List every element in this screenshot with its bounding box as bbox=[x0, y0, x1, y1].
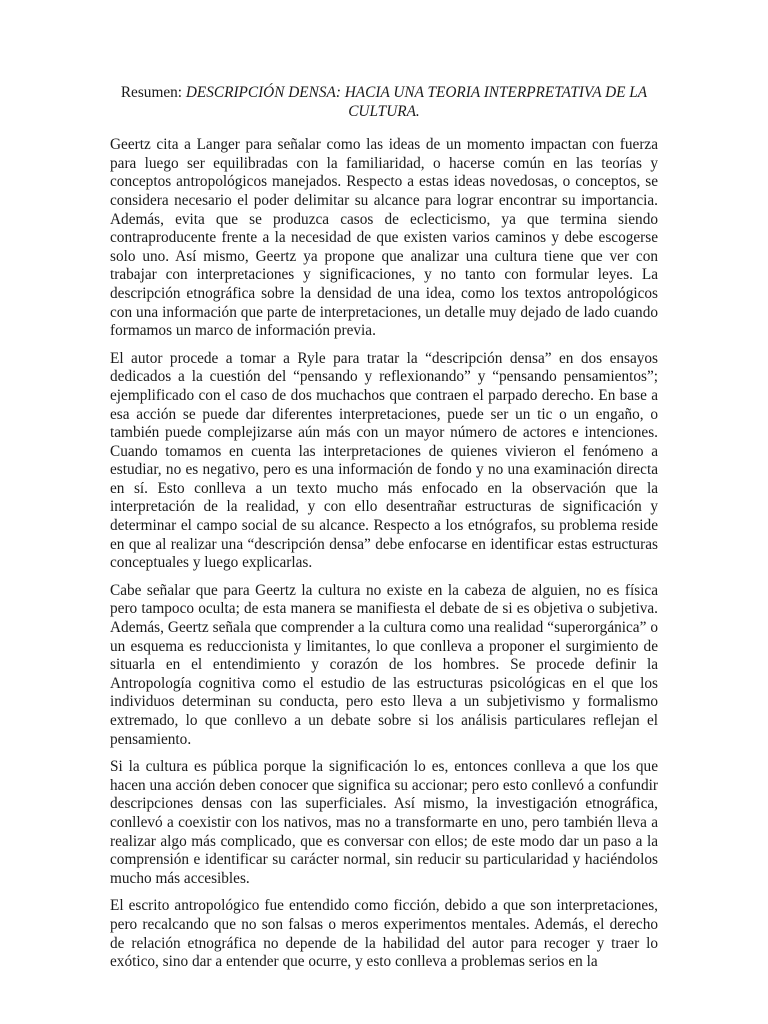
title-italic: DESCRIPCIÓN DENSA: HACIA UNA TEORIA INTERPRETATIVA DE LA CULTURA. bbox=[185, 84, 648, 120]
paragraph-3: Cabe señalar que para Geertz la cultura no existe en la cabeza de alguien, no es física pero tampoco oculta; de esta manera se manifiesta el debate de si es objetiva o subjetiva. Además, Geertz señala que comprender a la cultura como una realidad “superorgánica” o un esquema es reduccionista y limitantes, lo que conlleva a proponer el surgimiento de situarla en el entendimiento y corazón de los hombres. Se procede definir la Antropología cognitiva como el estudio de las estructuras psicológicas en el que los individuos determinan su conducta, pero esto lleva a un subjetivismo y formalismo extremado, lo que conllevo a un debate sobre si los análisis particulares reflejan el pensamiento. bbox=[110, 581, 658, 748]
paragraph-1: Geertz cita a Langer para señalar como las ideas de un momento impactan con fuerza para luego ser equilibradas con la familiaridad, o hacerse común en las teorías y conceptos antropológicos manejados. Respecto a estas ideas novedosas, o conceptos, se considera necesario el poder delimitar su alcance para lograr encontrar su importancia. Además, evita que se produzca casos de eclecticismo, ya que termina siendo contraproducente frente a la necesidad de que existen varios caminos y debe escogerse solo uno. Así mismo, Geertz ya propone que analizar una cultura tiene que ver con trabajar con interpretaciones y significaciones, y no tanto con formular leyes. La descripción etnográfica sobre la densidad de una idea, como los textos antropológicos con una información que parte de interpretaciones, un detalle muy dejado de lado cuando formamos un marco de información previa. bbox=[110, 136, 658, 340]
paragraph-2: El autor procede a tomar a Ryle para tratar la “descripción densa” en dos ensayos dedicados a la cuestión del “pensando y reflexionando” y “pensando pensamientos”; ejemplificado con el caso de dos muchachos que contraen el parpado derecho. En base a esa acción se puede dar diferentes interpretaciones, puede ser un tic o un engaño, o también puede complejizarse aún más con un mayor número de actores e intenciones. Cuando tomamos en cuenta las interpretaciones de quienes vivieron el fenómeno a estudiar, no es negativo, pero es una información de fondo y no una examinación directa en sí. Esto conlleva a un texto mucho más enfocado en la observación que la interpretación de la realidad, y con ello desentrañar estructuras de significación y determinar el campo social de su alcance. Respecto a los etnógrafos, su problema reside en que al realizar una “descripción densa” debe enfocarse en identificar estas estructuras conceptuales y luego explicarlas. bbox=[110, 349, 658, 572]
paragraph-5: El escrito antropológico fue entendido como ficción, debido a que son interpretaciones, pero recalcando que no son falsas o meros experimentos mentales. Además, el derecho de relación etnográfica no depende de la habilidad del autor para recoger y traer lo exótico, sino dar a entender que ocurre, y esto conlleva a problemas serios en la bbox=[110, 897, 658, 971]
document-body bbox=[110, 84, 658, 981]
document-title bbox=[110, 84, 658, 121]
title-prefix: Resumen: bbox=[120, 84, 186, 101]
paragraph-4: Si la cultura es pública porque la significación lo es, entonces conlleva a que los que hacen una acción deben conocer que significa su accionar; pero esto conllevó a confundir descripciones densas con las superficiales. Así mismo, la investigación etnográfica, conllevó a coexistir con los nativos, mas no a transformarte en uno, pero también lleva a realizar algo más complicado, que es conversar con ellos; de este modo dar un paso a la comprensión e identificar su carácter normal, sin reducir su particularidad y haciéndolos mucho más accesibles. bbox=[110, 758, 658, 887]
